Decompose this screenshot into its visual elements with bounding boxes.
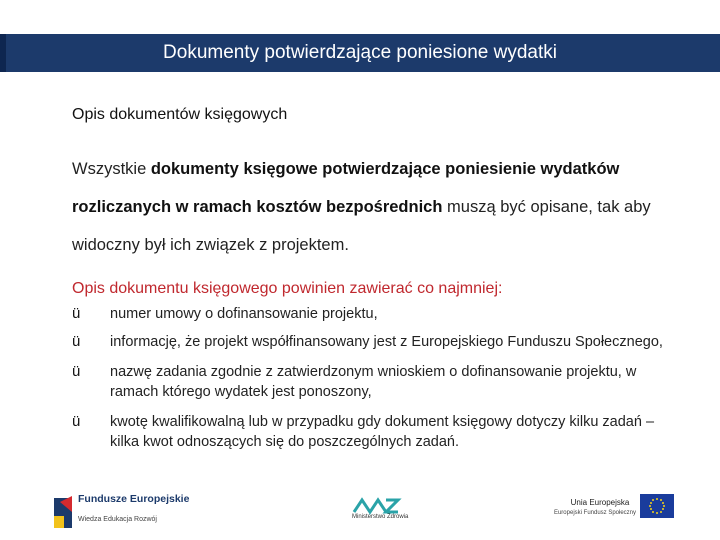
list-heading: Opis dokumentu księgowego powinien zawierać co najmniej: [72,280,503,297]
list-item [72,332,672,352]
footer-logos [0,486,720,540]
list-item [72,362,672,402]
list-item-text: nazwę zadania zgodnie z zatwierdzonym wnioskiem o dofinansowanie projektu, w ramach którego wydatek jest ponoszony, [110,364,637,400]
title-accent [0,34,6,72]
checkmark-icon: ü [72,413,81,430]
checkmark-icon: ü [72,305,81,322]
eu-flag-icon [640,494,674,518]
checkmark-icon: ü [72,363,81,380]
paragraph-bold: dokumenty księgowe potwierdzające poniesienie wydatków rozliczanych w ramach kosztów bezpośrednich [72,160,620,216]
list-item-text: informację, że projekt współfinansowany jest z Europejskiego Funduszu Społecznego, [110,334,663,350]
paragraph-start: Wszystkie [72,160,151,178]
eu-name: Unia Europejska [570,498,630,507]
fe-name: Fundusze Europejskie [78,493,190,505]
checkmark-icon: ü [72,333,81,350]
eu-subtitle: Europejski Fundusz Społeczny [553,510,637,516]
fe-subtitle: Wiedza Edukacja Rozwój [78,516,157,523]
requirements-list [72,304,672,452]
list-item-text: kwotę kwalifikowalną lub w przypadku gdy dokument księgowy dotyczy kilku zadań – kilka kwot odnoszących się do poszczególnych zadań. [110,414,655,450]
title-bar [0,34,720,72]
list-item [72,304,672,324]
section-subtitle: Opis dokumentów księgowych [72,106,288,123]
paragraph-end: muszą być opisane, tak aby widoczny był ich związek z projektem. [72,198,651,254]
body-paragraph [72,150,672,264]
page-title: Dokumenty potwierdzające poniesione wydatki [163,42,557,63]
list-item [72,412,672,452]
list-item-text: numer umowy o dofinansowanie projektu, [110,306,378,322]
ministry-name: Ministerstwo Zdrowia [352,514,409,520]
